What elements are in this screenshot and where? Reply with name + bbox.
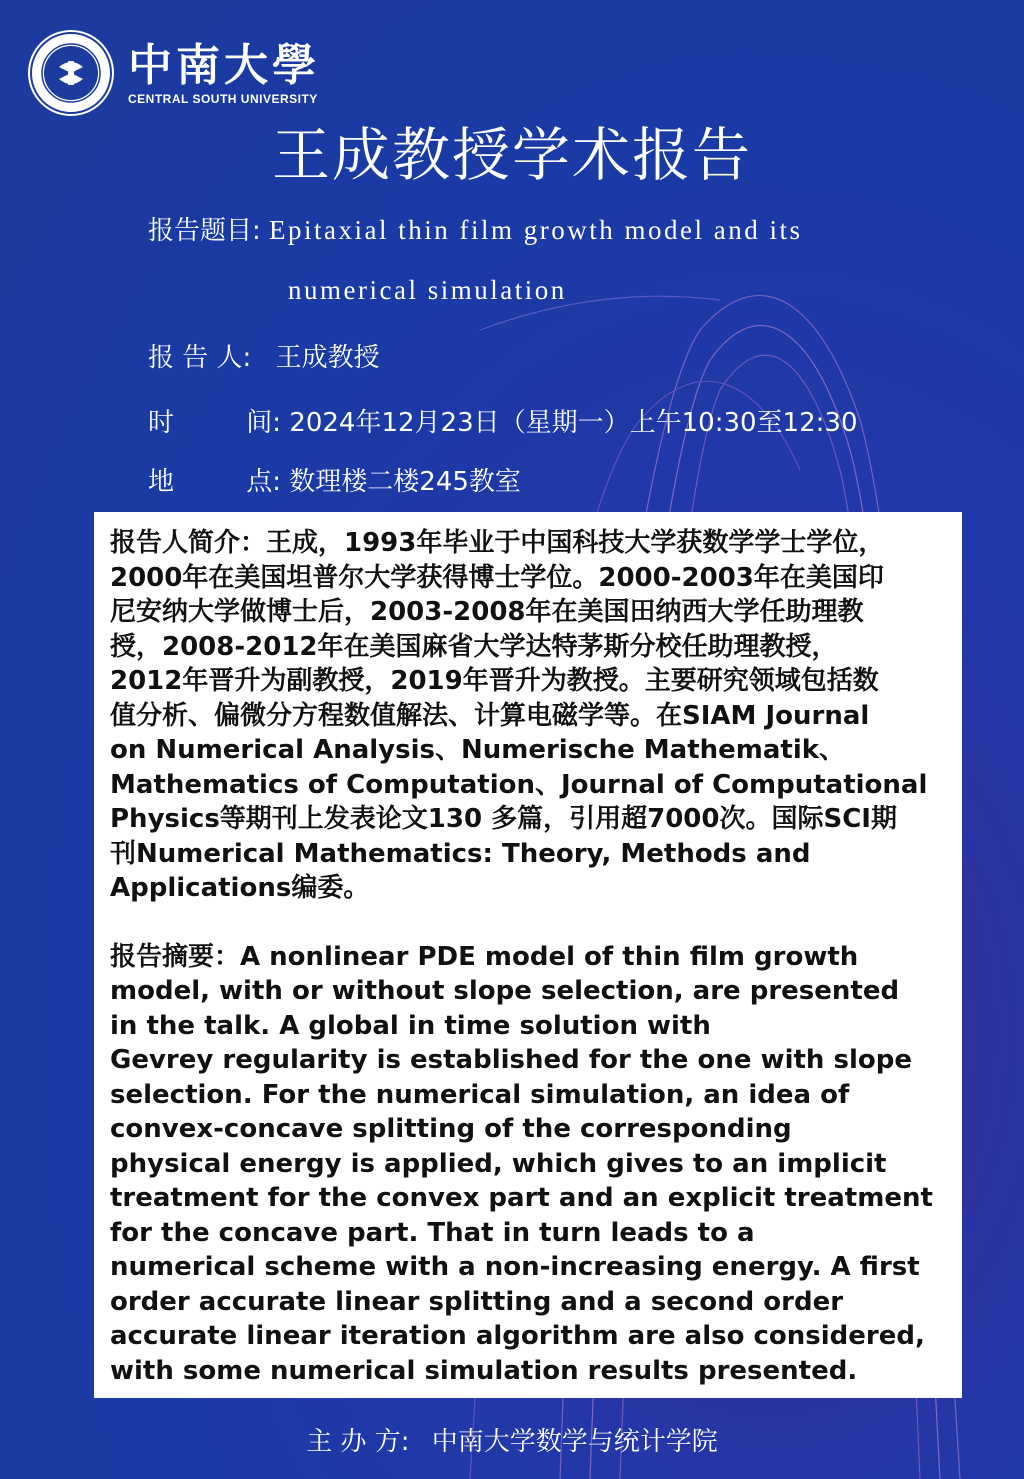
host-value: 中南大学数学与统计学院 (431, 1427, 718, 1457)
place-label-b: 点: (246, 467, 282, 497)
abstract-line: Gevrey regularity is established for the one with slope (110, 1045, 912, 1075)
university-logo (28, 30, 320, 116)
bio-line: Applications编委。 (110, 873, 370, 903)
speaker-value: 王成教授 (275, 343, 380, 373)
bio-line: 刊Numerical Mathematics: Theory, Methods and (110, 838, 811, 869)
bio-line: 值分析、偏微分方程数值解法、计算电磁学等。在SIAM Journal (110, 700, 870, 731)
abstract-line: for the concave part. That in turn leads to a (110, 1217, 755, 1248)
abstract-line: in the talk. A global in time solution with (110, 1010, 711, 1041)
bio-line: Physics等期刊上发表论文130 多篇，引用超7000次。国际SCI期 (110, 804, 897, 834)
bio-line: 授，2008-2012年在美国麻省大学达特茅斯分校任助理教授， (110, 631, 838, 662)
seal-icon (28, 30, 114, 116)
abstract-line: convex-concave splitting of the corresponding (110, 1114, 792, 1144)
abstract-line: order accurate linear splitting and a second order (110, 1286, 844, 1317)
place-label-a: 地 (148, 467, 175, 497)
bio-line: 报告人简介：王成，1993年毕业于中国科技大学获数学学士学位， (110, 528, 885, 558)
time-row (148, 405, 858, 441)
bio-line: 2000年在美国坦普尔大学获得博士学位。2000-2003年在美国印 (110, 562, 884, 593)
speaker-bio (110, 526, 950, 906)
time-value: 2024年12月23日（星期一）上午10:30至12:30 (289, 408, 858, 438)
abstract-line: with some numerical simulation results presented. (110, 1355, 858, 1386)
university-name-en: CENTRAL SOUTH UNIVERSITY (128, 92, 318, 106)
abstract-line: treatment for the convex part and an explicit treatment (110, 1183, 933, 1213)
bio-line: on Numerical Analysis、Numerische Mathematik、 (110, 735, 846, 765)
talk-abstract (110, 940, 950, 1389)
topic-row (148, 212, 802, 249)
bio-line: 尼安纳大学做博士后，2003-2008年在美国田纳西大学任助理教 (110, 597, 864, 627)
speaker-label: 报 告 人: (148, 343, 252, 373)
time-label-b: 间: (246, 408, 282, 438)
abstract-line: accurate linear iteration algorithm are also considered, (110, 1321, 925, 1351)
abstract-line: 报告摘要：A nonlinear PDE model of thin film growth (110, 941, 859, 972)
content-panel (94, 512, 962, 1398)
abstract-line: numerical scheme with a non-increasing energy. A first (110, 1252, 920, 1282)
time-label-a: 时 (148, 408, 175, 438)
university-name-cn: 中南大學 (128, 40, 320, 91)
bio-line: 2012年晋升为副教授，2019年晋升为教授。主要研究领域包括数 (110, 666, 879, 696)
speaker-row (148, 340, 380, 376)
bio-line: Mathematics of Computation、Journal of Computational (110, 769, 928, 800)
abstract-line: model, with or without slope selection, are presented (110, 976, 900, 1006)
topic-row-2 (288, 272, 567, 309)
topic-value-line2: numerical simulation (288, 275, 567, 305)
topic-value-line1: Epitaxial thin film growth model and its (269, 215, 803, 245)
host-label: 主 办 方: (306, 1427, 410, 1457)
topic-label: 报告题目: (148, 216, 261, 246)
host-row (0, 1424, 1024, 1460)
abstract-line: selection. For the numerical simulation, an idea of (110, 1079, 850, 1110)
place-row (148, 464, 521, 500)
abstract-line: physical energy is applied, which gives to an implicit (110, 1148, 887, 1179)
page-title: 王成教授学术报告 (271, 121, 752, 189)
place-value: 数理楼二楼245教室 (289, 467, 521, 497)
